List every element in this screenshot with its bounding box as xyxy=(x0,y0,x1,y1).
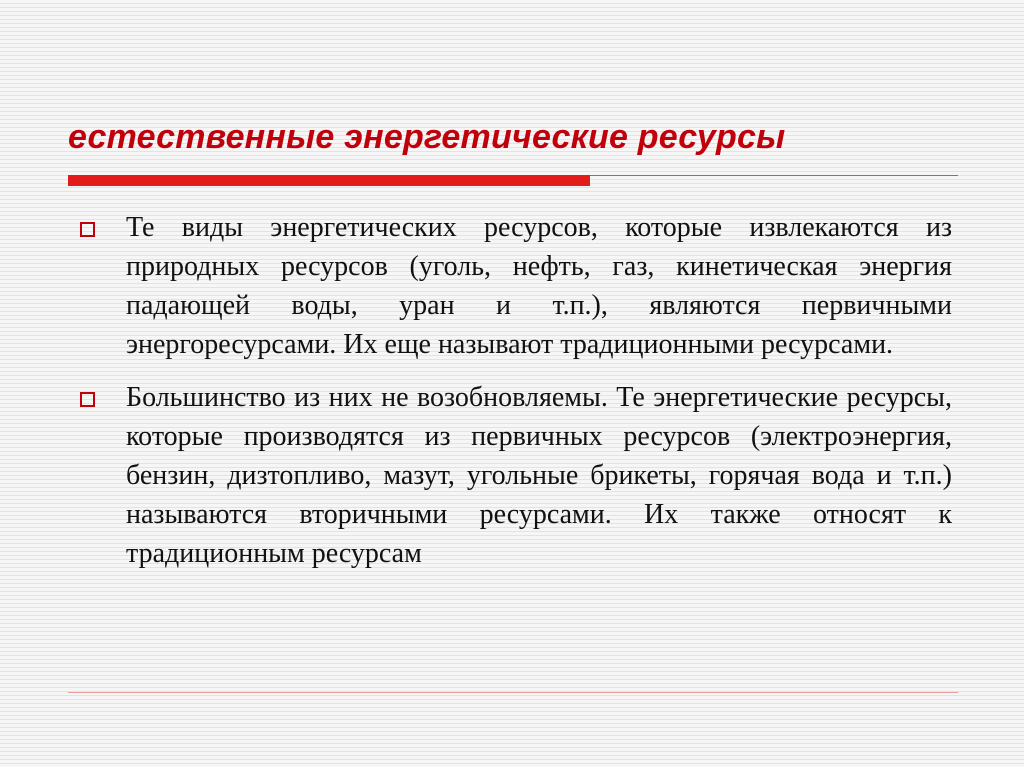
bullet-text: Те виды энергетических ресурсов, которые извлекаются из природных ресурсов (уголь, нефть, газ, кинетическая энергия падающей воды, уран и т.п.), являются первичными энергоресурсами. Их еще называют традиционными ресурсами. xyxy=(126,212,952,360)
footer-divider-line xyxy=(68,692,958,693)
title-underline-bar xyxy=(68,175,590,186)
hollow-square-icon xyxy=(80,222,95,237)
title-underline-thin-line xyxy=(590,175,958,176)
bullet-item-primary-resources xyxy=(76,208,952,364)
slide-title: естественные энергетические ресурсы xyxy=(68,118,786,156)
bullet-list xyxy=(76,208,952,587)
bullet-text: Большинство из них не возобновляемы. Те энергетические ресурсы, которые производятся из первичных ресурсов (электроэнергия, бензин, дизтопливо, мазут, угольные брикеты, горячая вода и т.п.) называются вторичными ресурсами. Их также относят к традиционным ресурсам xyxy=(126,382,952,569)
bullet-item-secondary-resources xyxy=(76,378,952,573)
hollow-square-icon xyxy=(80,392,95,407)
